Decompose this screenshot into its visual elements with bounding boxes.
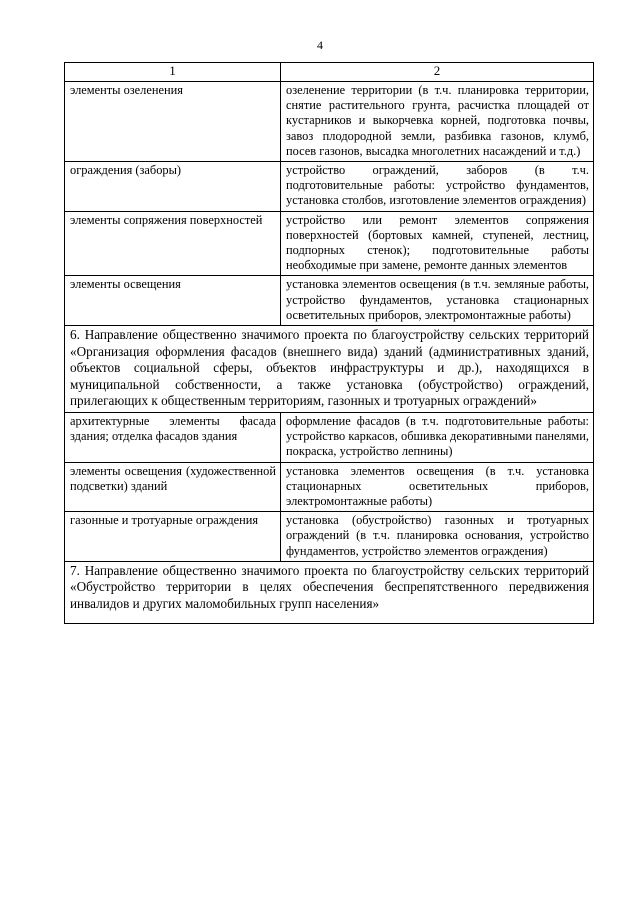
works-text: озеленение территории (в т.ч. планировка территории, снятие растительного грунта, расчистка площадей от кустарников и выкорчевка корней, подготовка почвы, завоз плодородной земли, разбивка газонов, клумб, посев газонов, высадка многолетних насаждений и т.д.) bbox=[286, 83, 589, 158]
element-text: архитектурные элементы фасада здания; отделка фасадов здания bbox=[70, 414, 276, 444]
element-text: газонные и тротуарные ограждения bbox=[70, 513, 259, 528]
element-cell bbox=[65, 413, 281, 463]
table-row bbox=[65, 162, 594, 212]
works-text: оформление фасадов (в т.ч. подготовительные работы: устройство каркасов, обшивка декоративными панелями, покраска, устройство лепнины) bbox=[286, 414, 589, 459]
section-6-heading: 6. Направление общественно значимого проекта по благоустройству сельских территорий «Организация оформления фасадов (внешнего вида) зданий (административных зданий, объектов социальной сферы, объектов инфраструктуры и др.), находящихся в муниципальной собственности, а также установка (обустройство) ограждений, прилегающих к общественным территориям, газонных и тротуарных ограждений» bbox=[65, 326, 594, 413]
table-header-row bbox=[65, 63, 594, 82]
element-cell bbox=[65, 462, 281, 512]
element-text: элементы сопряжения поверхностей bbox=[70, 212, 263, 227]
element-text: ограждения (заборы) bbox=[70, 163, 182, 178]
works-cell bbox=[281, 413, 594, 463]
works-text: установка элементов освещения (в т.ч. земляные работы, устройство фундаментов, установка стационарных осветительных приборов, электромонтажные работы) bbox=[286, 277, 589, 322]
section-row bbox=[65, 561, 594, 623]
works-text: установка элементов освещения (в т.ч. установка стационарных осветительных приборов, электромонтажные работы) bbox=[286, 463, 589, 509]
table-row bbox=[65, 276, 594, 326]
works-cell bbox=[281, 276, 594, 326]
element-text: элементы освещения (художественной подсветки) зданий bbox=[70, 463, 276, 493]
table-row bbox=[65, 211, 594, 276]
works-cell bbox=[281, 82, 594, 162]
column-header-1: 1 bbox=[65, 63, 281, 82]
table-row bbox=[65, 82, 594, 162]
element-cell bbox=[65, 162, 281, 212]
works-cell bbox=[281, 462, 594, 512]
works-cell bbox=[281, 211, 594, 276]
page-number: 4 bbox=[317, 38, 323, 52]
element-text: элементы озеленения bbox=[70, 83, 183, 97]
table-row bbox=[65, 462, 594, 512]
section-row bbox=[65, 326, 594, 413]
works-text: установка (обустройство) газонных и тротуарных ограждений (в т.ч. планировка основания, устройство фундаментов, устройство элементов ограждения) bbox=[286, 513, 589, 558]
element-cell bbox=[65, 82, 281, 162]
section-7-heading: 7. Направление общественно значимого проекта по благоустройству сельских территорий «Обустройство территории в целях обеспечения беспрепятственного передвижения инвалидов и других маломобильных групп населения» bbox=[65, 561, 594, 623]
column-header-2: 2 bbox=[281, 63, 594, 82]
element-cell bbox=[65, 512, 281, 562]
works-cell bbox=[281, 512, 594, 562]
element-cell bbox=[65, 211, 281, 276]
works-text: устройство или ремонт элементов сопряжения поверхностей (бортовых камней, ступеней, лестниц, подпорных стенок); подготовительные работы необходимые при замене, ремонте данных элементов bbox=[286, 212, 589, 273]
table-row bbox=[65, 413, 594, 463]
element-cell bbox=[65, 276, 281, 326]
table-row bbox=[65, 512, 594, 562]
works-text: устройство ограждений, заборов (в т.ч. подготовительные работы: устройство фундаментов, установка столбов, изготовление элементов ограждения) bbox=[286, 163, 589, 208]
works-table bbox=[64, 62, 594, 624]
element-text: элементы освещения bbox=[70, 277, 181, 292]
works-cell bbox=[281, 162, 594, 212]
